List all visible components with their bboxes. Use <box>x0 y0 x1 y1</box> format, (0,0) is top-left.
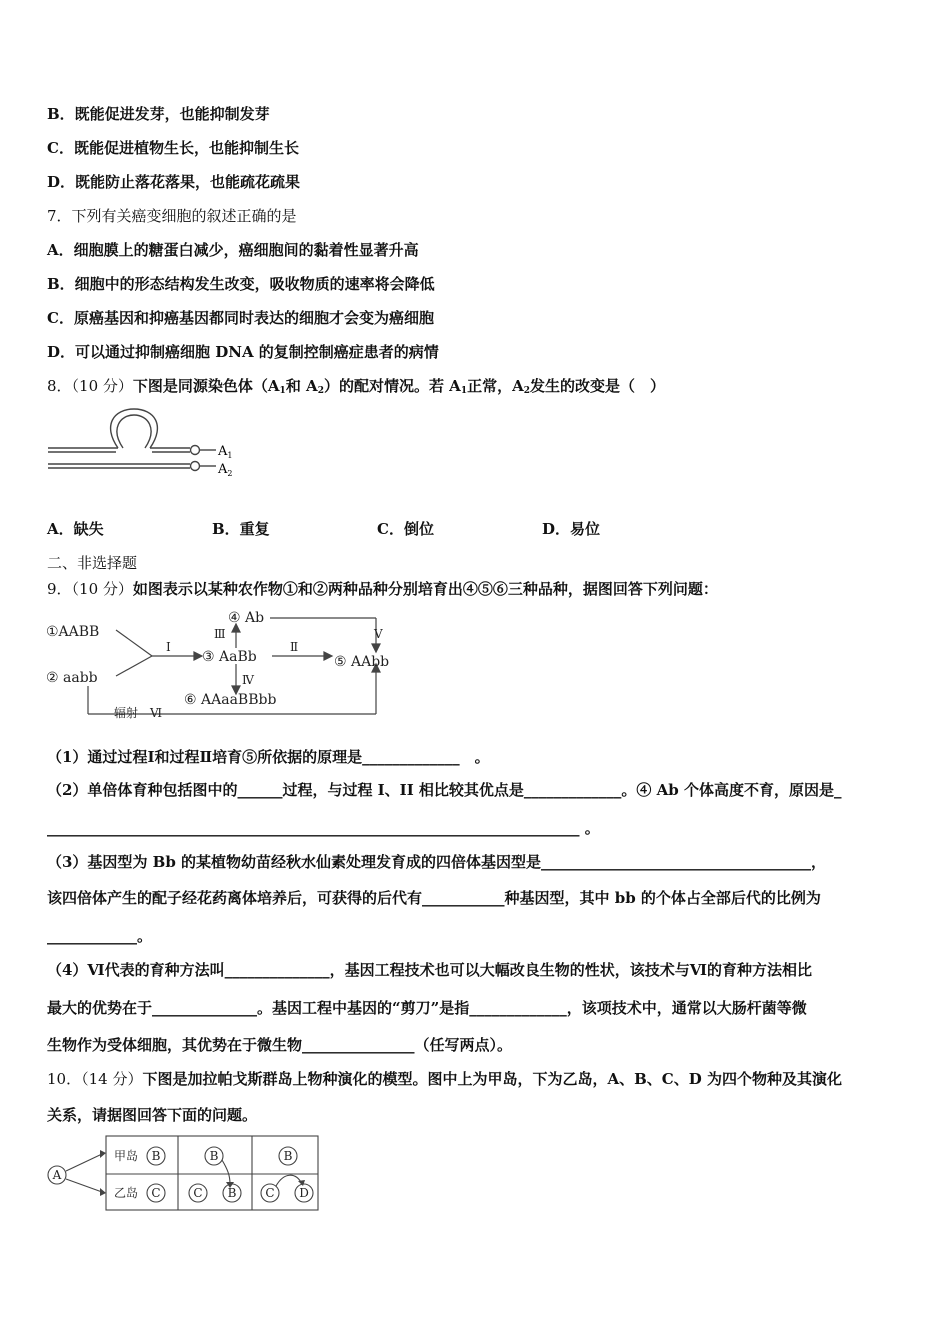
q8-stem: 8．（10 分）下图是同源染色体（$A_1$和 $A_2$）的配对情况。若 $A_1$正常，$A_2$发生的改变是（ ） <box>47 377 666 396</box>
node-3: ③ AaBb <box>202 649 257 665</box>
process-4-label: Ⅳ <box>242 673 254 687</box>
species-c-yi-2: C <box>193 1186 203 1200</box>
node-4: ④ Ab <box>228 610 265 626</box>
q9-sub4-line1: （4）Ⅵ代表的育种方法叫______________，基因工程技术也可以大幅改良生物的性状，该技术与Ⅵ的育种方法相比 <box>47 961 812 979</box>
island-evolution-diagram <box>44 1134 324 1216</box>
q10-number: 10．（14 分） <box>47 1070 143 1088</box>
species-b-jia-2: B <box>209 1149 219 1163</box>
label-a1: $A_1$ <box>218 444 233 460</box>
label-a2: $A_2$ <box>218 462 233 478</box>
node-2: ② aabb <box>46 670 98 686</box>
q9-sub4-line3: 生物作为受体细胞，其优势在于微生物_______________（任写两点）。 <box>47 1036 513 1054</box>
process-5-label: Ⅴ <box>374 627 383 641</box>
q7-stem: 7．下列有关癌变细胞的叙述正确的是 <box>47 207 297 225</box>
centromere-a2 <box>191 462 200 471</box>
species-a: A <box>52 1168 62 1182</box>
node-1: ①AABB <box>46 624 100 640</box>
q6-option-c: C．既能促进植物生长，也能抑制生长 <box>47 139 299 157</box>
q8-option-d: D．易位 <box>542 520 601 538</box>
species-c-yi-1: C <box>151 1186 161 1200</box>
q9-sub3-line3: ____________。 <box>47 927 153 945</box>
q7-option-d: D．可以通过抑制癌细胞 DNA 的复制控制癌症患者的病情 <box>47 343 439 361</box>
q9-sub2-line2: _______________________________________________________________________ 。 <box>47 819 600 837</box>
q10-stem-line1: 10．（14 分）下图是加拉帕戈斯群岛上物种演化的模型。图中上为甲岛，下为乙岛，A、B、C、D 为四个物种及其演化 <box>47 1070 842 1088</box>
process-3-label: Ⅲ <box>214 627 226 641</box>
q9-sub3-line1: （3）基因型为 Bb 的某植物幼苗经秋水仙素处理发育成的四倍体基因型是____________________________________， <box>47 853 827 871</box>
q9-sub3-line2: 该四倍体产生的配子经花药离体培养后，可获得的后代有___________种基因型，其中 bb 的个体占全部后代的比例为 <box>47 889 821 907</box>
process-6-label: 辐射 Ⅵ <box>114 706 163 720</box>
q8-option-c: C．倒位 <box>377 520 434 538</box>
q9-sub1: （1）通过过程Ⅰ和过程Ⅱ培育⑤所依据的原理是_____________ 。 <box>47 748 490 766</box>
section-heading: 二、非选择题 <box>47 554 138 572</box>
q7-option-b: B．细胞中的形态结构发生改变，吸收物质的速率将会降低 <box>47 275 435 293</box>
q8-option-b: B．重复 <box>212 520 270 538</box>
q9-sub4-line2: 最大的优势在于______________。基因工程中基因的“剪刀”是指_____________，该项技术中，通常以大肠杆菌等微 <box>47 999 807 1017</box>
centromere-a1 <box>191 446 200 455</box>
node-6: ⑥ AAaaBBbb <box>184 692 277 708</box>
q6-option-b: B．既能促进发芽，也能抑制发芽 <box>47 105 270 123</box>
q10-stem-line2: 关系，请据图回答下面的问题。 <box>47 1106 258 1124</box>
species-b-yi-2: B <box>227 1186 237 1200</box>
chromosome-pairing-diagram <box>44 405 244 490</box>
species-d-yi-3: D <box>299 1186 309 1200</box>
node-5: ⑤ AAbb <box>334 654 390 670</box>
q8-number: 8．（10 分） <box>47 377 133 395</box>
q9-number: 9．（10 分） <box>47 580 133 598</box>
island-yi-label: 乙岛 <box>114 1186 139 1200</box>
q6-option-d: D．既能防止落花落果，也能疏花疏果 <box>47 173 301 191</box>
breeding-diagram <box>44 604 424 722</box>
q9-sub2-line1: （2）单倍体育种包括图中的______过程，与过程 I、II 相比较其优点是_____________。④ Ab 个体高度不育，原因是_ <box>47 781 842 799</box>
q7-option-a: A．细胞膜上的糖蛋白减少，癌细胞间的黏着性显著升高 <box>47 241 419 259</box>
species-b-jia-3: B <box>283 1149 293 1163</box>
process-2-label: Ⅱ <box>290 640 299 654</box>
species-c-yi-3: C <box>265 1186 275 1200</box>
species-b-jia-1: B <box>151 1149 161 1163</box>
process-1-label: Ⅰ <box>166 640 171 654</box>
q7-option-c: C．原癌基因和抑癌基因都同时表达的细胞才会变为癌细胞 <box>47 309 434 327</box>
island-jia-label: 甲岛 <box>114 1149 139 1163</box>
q8-option-a: A．缺失 <box>47 520 104 538</box>
q9-stem: 9．（10 分）如图表示以某种农作物①和②两种品种分别培育出④⑤⑥三种品种，据图回答下列问题： <box>47 580 718 598</box>
